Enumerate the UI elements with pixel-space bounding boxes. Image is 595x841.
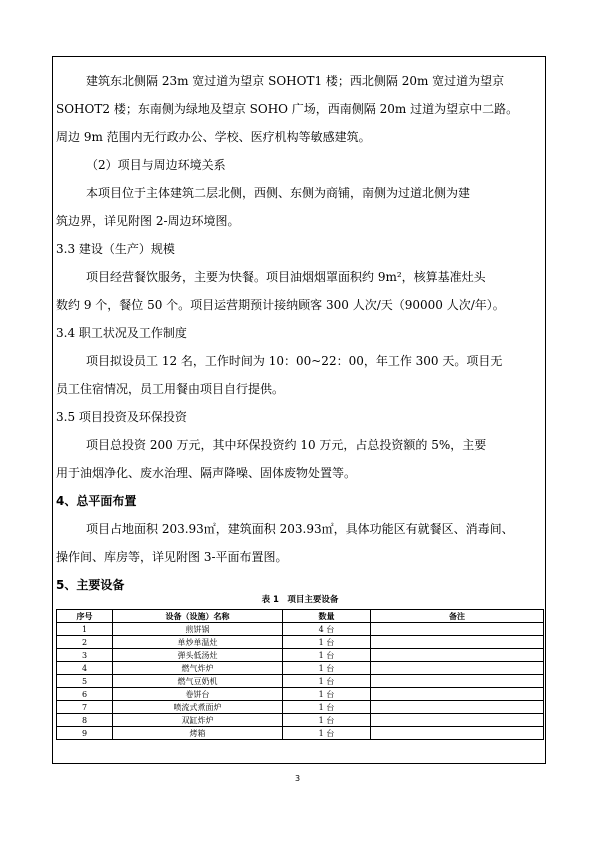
table-row	[57, 649, 544, 662]
cell-index: 6	[57, 688, 113, 701]
section-heading-4: 4、总平面布置	[56, 494, 137, 508]
paragraph-line: SOHOT2 楼；东南侧为绿地及望京 SOHO 广场，西南侧隔 20m 过道为望京中二路。	[56, 102, 519, 116]
cell-name: 煎饼锅	[113, 623, 283, 636]
cell-index: 5	[57, 675, 113, 688]
cell-name: 燃气炸炉	[113, 662, 283, 675]
section-heading-3-3: 3.3 建设（生产）规模	[56, 242, 175, 256]
paragraph-line: 项目占地面积 203.93㎡，建筑面积 203.93㎡，具体功能区有就餐区、消毒间、	[86, 522, 514, 536]
paragraph-line: 员工住宿情况，员工用餐由项目自行提供。	[56, 382, 285, 396]
section-heading-3-4: 3.4 职工状况及工作制度	[56, 326, 187, 340]
paragraph-line: 数约 9 个，餐位 50 个。项目运营期预计接纳顾客 300 人次/天（90000 人次/年）。	[56, 298, 505, 312]
table-header-row	[57, 610, 544, 623]
paragraph-line: 用于油烟净化、废水治理、隔声降噪、固体废物处置等。	[56, 466, 357, 480]
cell-quantity: 1 台	[283, 649, 371, 662]
column-header: 设备（设施）名称	[113, 610, 283, 623]
table-row	[57, 701, 544, 714]
cell-quantity: 1 台	[283, 636, 371, 649]
column-header: 备注	[371, 610, 544, 623]
cell-name: 弹头低汤灶	[113, 649, 283, 662]
cell-index: 1	[57, 623, 113, 636]
section-heading-5: 5、主要设备	[56, 578, 125, 592]
table-row	[57, 675, 544, 688]
cell-quantity: 1 台	[283, 662, 371, 675]
cell-remark	[371, 701, 544, 714]
cell-index: 4	[57, 662, 113, 675]
cell-quantity: 1 台	[283, 727, 371, 740]
cell-remark	[371, 714, 544, 727]
paragraph-line: 本项目位于主体建筑二层北侧，西侧、东侧为商铺，南侧为过道北侧为建	[86, 186, 471, 200]
section-heading-3-5: 3.5 项目投资及环保投资	[56, 410, 187, 424]
cell-remark	[371, 636, 544, 649]
table-row	[57, 714, 544, 727]
table-row	[57, 688, 544, 701]
paragraph-line: 建筑东北侧隔 23m 宽过道为望京 SOHOT1 楼；西北侧隔 20m 宽过道为望京	[86, 74, 505, 88]
page-number: 3	[294, 774, 301, 783]
cell-index: 8	[57, 714, 113, 727]
cell-index: 9	[57, 727, 113, 740]
paragraph-line: 项目总投资 200 万元，其中环保投资约 10 万元，占总投资额的 5%，主要	[86, 438, 487, 452]
cell-name: 燃气豆奶机	[113, 675, 283, 688]
paragraph-line: 项目经营餐饮服务，主要为快餐。项目油烟烟罩面积约 9m²，核算基准灶头	[86, 270, 486, 284]
cell-index: 2	[57, 636, 113, 649]
cell-quantity: 1 台	[283, 714, 371, 727]
cell-quantity: 1 台	[283, 688, 371, 701]
table-row	[57, 662, 544, 675]
equipment-table	[56, 609, 544, 740]
cell-name: 烤箱	[113, 727, 283, 740]
form-frame	[52, 56, 546, 764]
table-row	[57, 727, 544, 740]
cell-index: 3	[57, 649, 113, 662]
paragraph-line: 操作间、库房等，详见附图 3-平面布置图。	[56, 550, 288, 564]
cell-name: 单炒单温灶	[113, 636, 283, 649]
cell-name: 喷流式煮面炉	[113, 701, 283, 714]
cell-remark	[371, 623, 544, 636]
subheading: （2）项目与周边环境关系	[86, 158, 226, 172]
paragraph-line: 项目拟设员工 12 名，工作时间为 10：00~22：00，年工作 300 天。项目无	[86, 354, 503, 368]
cell-quantity: 1 台	[283, 701, 371, 714]
cell-remark	[371, 649, 544, 662]
cell-remark	[371, 662, 544, 675]
paragraph-line: 筑边界，详见附图 2-周边环境图。	[56, 214, 240, 228]
table-row	[57, 636, 544, 649]
column-header: 数量	[283, 610, 371, 623]
cell-remark	[371, 675, 544, 688]
cell-remark	[371, 727, 544, 740]
paragraph-line: 周边 9m 范围内无行政办公、学校、医疗机构等敏感建筑。	[56, 130, 371, 144]
cell-remark	[371, 688, 544, 701]
table-row	[57, 623, 544, 636]
cell-quantity: 1 台	[283, 675, 371, 688]
cell-name: 卷饼台	[113, 688, 283, 701]
cell-quantity: 4 台	[283, 623, 371, 636]
cell-index: 7	[57, 701, 113, 714]
table-caption: 表 1 项目主要设备	[261, 595, 339, 605]
column-header: 序号	[57, 610, 113, 623]
cell-name: 双缸炸炉	[113, 714, 283, 727]
